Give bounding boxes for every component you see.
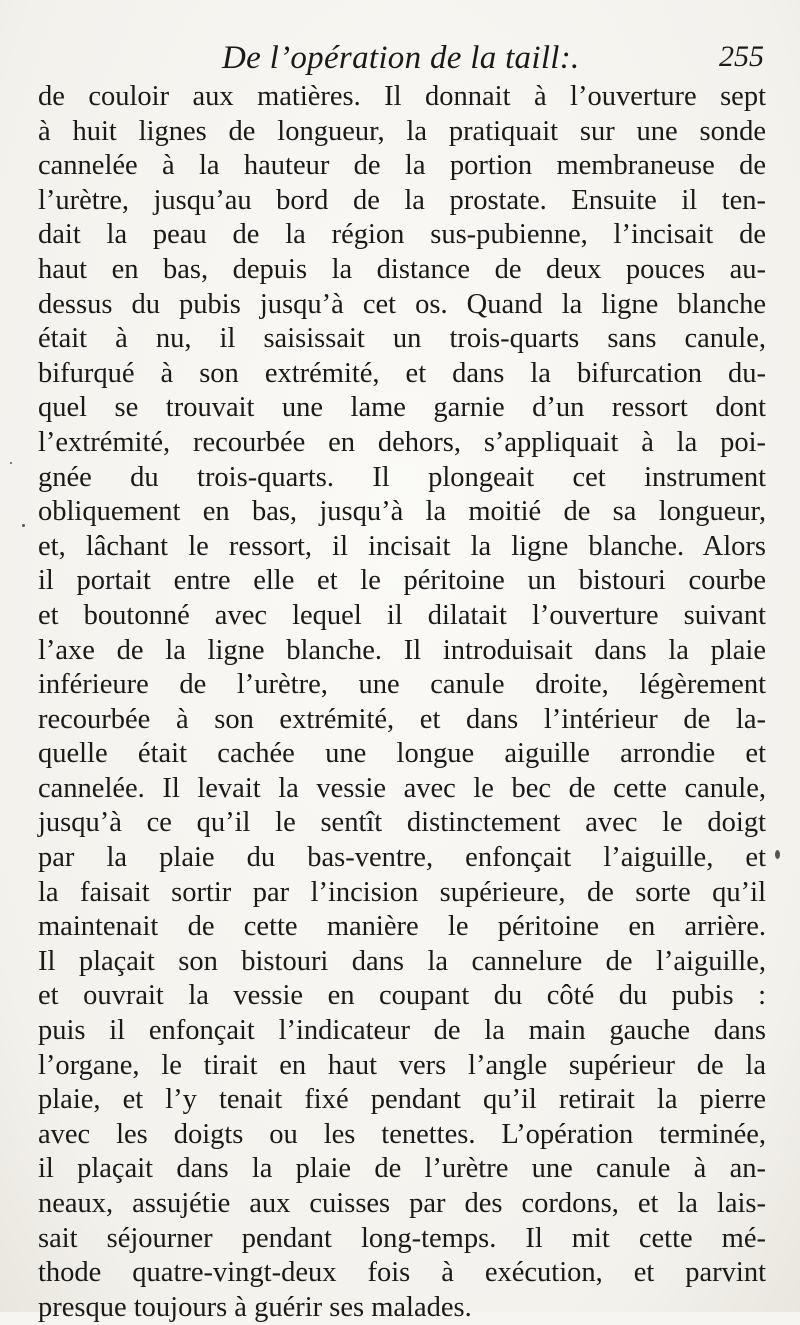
text-line: l’urètre, jusqu’au bord de la prostate. Ensuite il ten-	[38, 184, 766, 216]
text-line: haut en bas, depuis la distance de deux pouces au-	[38, 253, 766, 285]
text-line: à huit lignes de longueur, la pratiquait sur une sonde	[38, 115, 766, 147]
text-line: était à nu, il saisissait un trois-quarts sans canule,	[38, 323, 766, 355]
text-line: bifurqué à son extrémité, et dans la bifurcation du-	[38, 357, 766, 389]
text-line: presque toujours à guérir ses malades.	[38, 1291, 472, 1323]
body-text	[38, 80, 766, 1325]
text-line: il portait entre elle et le péritoine un bistouri courbe	[38, 565, 766, 597]
text-line: l’organe, le tirait en haut vers l’angle supérieur de la	[38, 1049, 766, 1081]
text-line: plaie, et l’y tenait fixé pendant qu’il retirait la pierre	[38, 1084, 766, 1116]
text-line: maintenait de cette manière le péritoine en arrière.	[38, 911, 766, 943]
text-line: et boutonné avec lequel il dilatait l’ouverture suivant	[38, 599, 766, 631]
text-line: la faisait sortir par l’incision supérieure, de sorte qu’il	[38, 876, 766, 908]
text-line: cannelée. Il levait la vessie avec le bec de cette canule,	[38, 772, 766, 804]
text-line: de couloir aux matières. Il donnait à l’ouverture sept	[38, 81, 766, 112]
text-line: l’axe de la ligne blanche. Il introduisait dans la plaie	[38, 634, 766, 666]
text-line: et ouvrait la vessie en coupant du côté du pubis :	[38, 980, 766, 1012]
text-line: recourbée à son extrémité, et dans l’intérieur de la-	[38, 703, 766, 735]
text-line: obliquement en bas, jusqu’à la moitié de sa longueur,	[38, 496, 766, 528]
text-line: l’extrémité, recourbée en dehors, s’appliquait à la poi-	[38, 426, 766, 458]
text-line: neaux, assujétie aux cuisses par des cordons, et la lais-	[38, 1188, 766, 1219]
text-line: par la plaie du bas-ventre, enfonçait l’aiguille, et	[38, 842, 766, 874]
text-line: jusqu’à ce qu’il le sentît distinctement avec le doigt	[38, 807, 766, 839]
running-head	[40, 40, 770, 80]
text-line: inférieure de l’urètre, une canule droite, légèrement	[38, 669, 766, 701]
ink-speck	[22, 524, 25, 527]
text-line: et, lâchant le ressort, il incisait la ligne blanche. Alors	[38, 530, 766, 562]
text-line: quelle était cachée une longue aiguille arrondie et	[38, 738, 766, 770]
text-line: avec les doigts ou les tenettes. L’opération terminée,	[38, 1118, 766, 1150]
text-line: Il plaçait son bistouri dans la cannelure de l’aiguille,	[38, 945, 766, 977]
text-line: thode quatre-vingt-deux fois à exécution, et parvint	[38, 1257, 766, 1289]
ink-speck	[10, 462, 12, 464]
text-line: dait la peau de la région sus-pubienne, l’incisait de	[38, 219, 766, 251]
text-line: quel se trouvait une lame garnie d’un ressort dont	[38, 392, 766, 424]
ink-speck	[775, 850, 780, 859]
text-line: gnée du trois-quarts. Il plongeait cet instrument	[38, 461, 766, 493]
text-line: sait séjourner pendant long-temps. Il mit cette mé-	[38, 1222, 766, 1254]
text-line: cannelée à la hauteur de la portion membraneuse de	[38, 150, 766, 182]
running-title: De l’opération de la taill:.	[222, 40, 580, 76]
text-line: puis il enfonçait l’indicateur de la main gauche dans	[38, 1015, 766, 1047]
text-line: il plaçait dans la plaie de l’urètre une canule à an-	[38, 1153, 766, 1185]
page-number: 255	[719, 40, 764, 73]
text-line: dessus du pubis jusqu’à cet os. Quand la ligne blanche	[38, 288, 766, 320]
